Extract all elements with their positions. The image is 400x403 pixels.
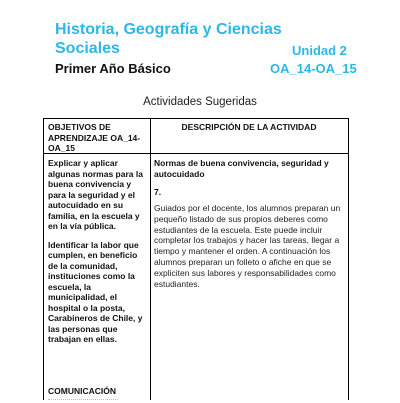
column-divider — [150, 119, 151, 400]
unit-label: Unidad 2 — [292, 43, 347, 58]
oa-label: OA_14-OA_15 — [270, 61, 357, 76]
objectives-cell — [48, 158, 148, 353]
objective-item: Explicar y aplicar algunas normas para la buena convivencia y para la seguridad y el autocuidado en su familia, en la escuela y en la vía pública. — [48, 158, 143, 231]
section-title: Actividades Sugeridas — [143, 96, 257, 108]
activity-number: 7. — [154, 187, 162, 197]
description-cell — [154, 158, 344, 289]
objectives-header: OBJETIVOS DE APRENDIZAJE OA_14-OA_15 — [48, 122, 141, 153]
grade-label: Primer Año Básico — [55, 61, 171, 76]
activity-description: Guiados por el docente, los alumnos preparan un pequeño listado de sus propios deberes como estudiantes de la escuela. Este puede incluir completar los trabajos y hacer las tareas, llegar a tiempo y mantener el orden. A continuación los alumnos preparan un folleto o afiche en que se expliciten sus labores y responsabilidades como estudiantes. — [154, 203, 341, 289]
description-header: DESCRIPCIÓN DE LA ACTIVIDAD — [181, 122, 317, 132]
activity-subtitle: Normas de buena convivencia, seguridad y autocuidado — [154, 158, 329, 179]
objective-item: Identificar la labor que cumplen, en beneficio de la comunidad, instituciones como la escuela, la municipalidad, el hospital o la posta, Carabineros de Chile, y las personas que trabajan en ellas. — [48, 239, 143, 344]
communication-label: COMUNICACIÓN — [48, 386, 116, 396]
activities-table — [43, 118, 349, 400]
subject-title: Historia, Geografía y Ciencias Sociales — [55, 21, 282, 57]
